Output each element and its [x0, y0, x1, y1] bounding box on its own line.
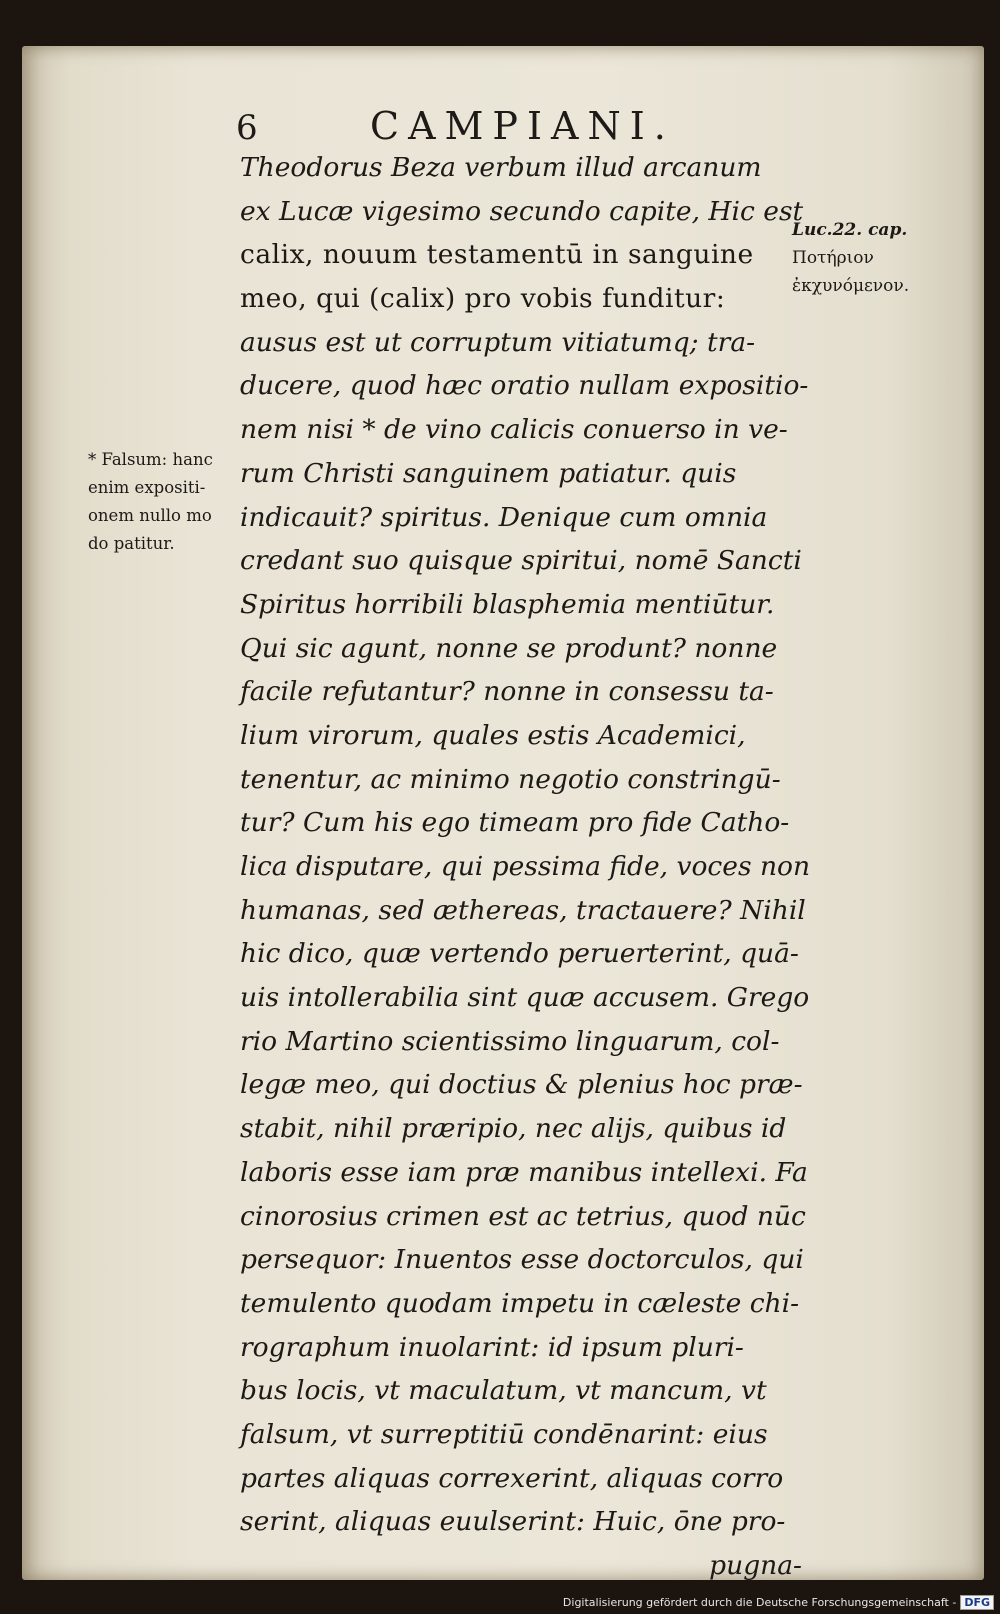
text-line: uis intollerabilia sint quæ accusem. Grego: [240, 982, 810, 1014]
margin-right-line: Ποτήριον: [792, 248, 874, 268]
text-line: laboris esse iam præ manibus intellexi. Fa: [240, 1156, 808, 1188]
text-line: temulento quodam impetu in cæleste chi-: [240, 1287, 800, 1319]
text-line: partes aliquas correxerint, aliquas corro: [240, 1462, 784, 1494]
text-line: ex Lucæ vigesimo secundo capite, Hic est: [240, 195, 804, 227]
left-marginal-note: [88, 446, 256, 558]
text-line: calix, nouum testamentū in sanguine: [240, 239, 754, 271]
text-line: falsum, vt surreptitiū condēnarint: eius: [240, 1418, 768, 1450]
text-line: stabit, nihil præripio, nec alijs, quibus id: [240, 1113, 787, 1145]
margin-right-line: Luc.22. cap.: [792, 220, 908, 240]
margin-left-line: do patitur.: [88, 534, 175, 553]
text-line: meo, qui (calix) pro vobis funditur:: [240, 283, 726, 315]
catchword: pugna-: [709, 1550, 802, 1581]
dfg-logo: DFG: [960, 1595, 994, 1610]
text-line: credant suo quisque spiritui, nomē Sancti: [240, 545, 802, 577]
text-line: rum Christi sanguinem patiatur. quis: [240, 457, 737, 489]
page-number: 6: [236, 108, 258, 148]
text-line: hic dico, quæ vertendo peruerterint, quā-: [240, 938, 799, 970]
text-line: tenentur, ac minimo negotio constringū-: [240, 763, 781, 795]
text-line: ausus est ut corruptum vitiatumq; tra-: [240, 326, 756, 358]
footer-credit: Digitalisierung gefördert durch die Deutsche Forschungsgemeinschaft -: [562, 1596, 957, 1609]
text-line: indicauit? spiritus. Denique cum omnia: [240, 501, 768, 533]
running-title: CAMPIANI.: [370, 104, 675, 148]
right-marginal-note: [792, 216, 952, 300]
text-line: legæ meo, qui doctius & plenius hoc præ-: [240, 1069, 803, 1101]
text-line: bus locis, vt maculatum, vt mancum, vt: [240, 1375, 767, 1407]
text-line: facile refutantur? nonne in consessu ta-: [240, 676, 774, 708]
text-line: Qui sic agunt, nonne se produnt? nonne: [240, 632, 778, 664]
margin-right-line: ἐκχυνόμενον.: [792, 276, 910, 296]
margin-left-line: enim expositi-: [88, 478, 206, 497]
text-line: persequor: Inuentos esse doctorculos, qui: [240, 1244, 804, 1276]
main-text-block: [240, 146, 820, 1588]
book-page: [22, 46, 984, 1580]
text-line: rographum inuolarint: id ipsum pluri-: [240, 1331, 744, 1363]
text-line: serint, aliquas euulserint: Huic, ōne pro-: [240, 1506, 786, 1538]
margin-left-line: onem nullo mo: [88, 506, 212, 525]
text-line: lica disputare, qui pessima fide, voces non: [240, 851, 811, 882]
margin-left-line: * Falsum: hanc: [88, 450, 213, 469]
text-line: Theodorus Beza verbum illud arcanum: [240, 152, 762, 183]
text-line: Spiritus horribili blasphemia mentiūtur.: [240, 588, 775, 620]
text-line: cinorosius crimen est ac tetrius, quod nūc: [240, 1200, 806, 1232]
text-line: rio Martino scientissimo linguarum, col-: [240, 1025, 780, 1057]
text-line: ducere, quod hæc oratio nullam expositio-: [240, 370, 809, 402]
text-line: nem nisi * de vino calicis conuerso in ve-: [240, 414, 788, 446]
digitization-footer: [563, 1595, 994, 1610]
text-line: humanas, sed æthereas, tractauere? Nihil: [240, 894, 806, 926]
text-line: tur? Cum his ego timeam pro fide Catho-: [240, 807, 790, 839]
text-line: lium virorum, quales estis Academici,: [240, 719, 746, 751]
